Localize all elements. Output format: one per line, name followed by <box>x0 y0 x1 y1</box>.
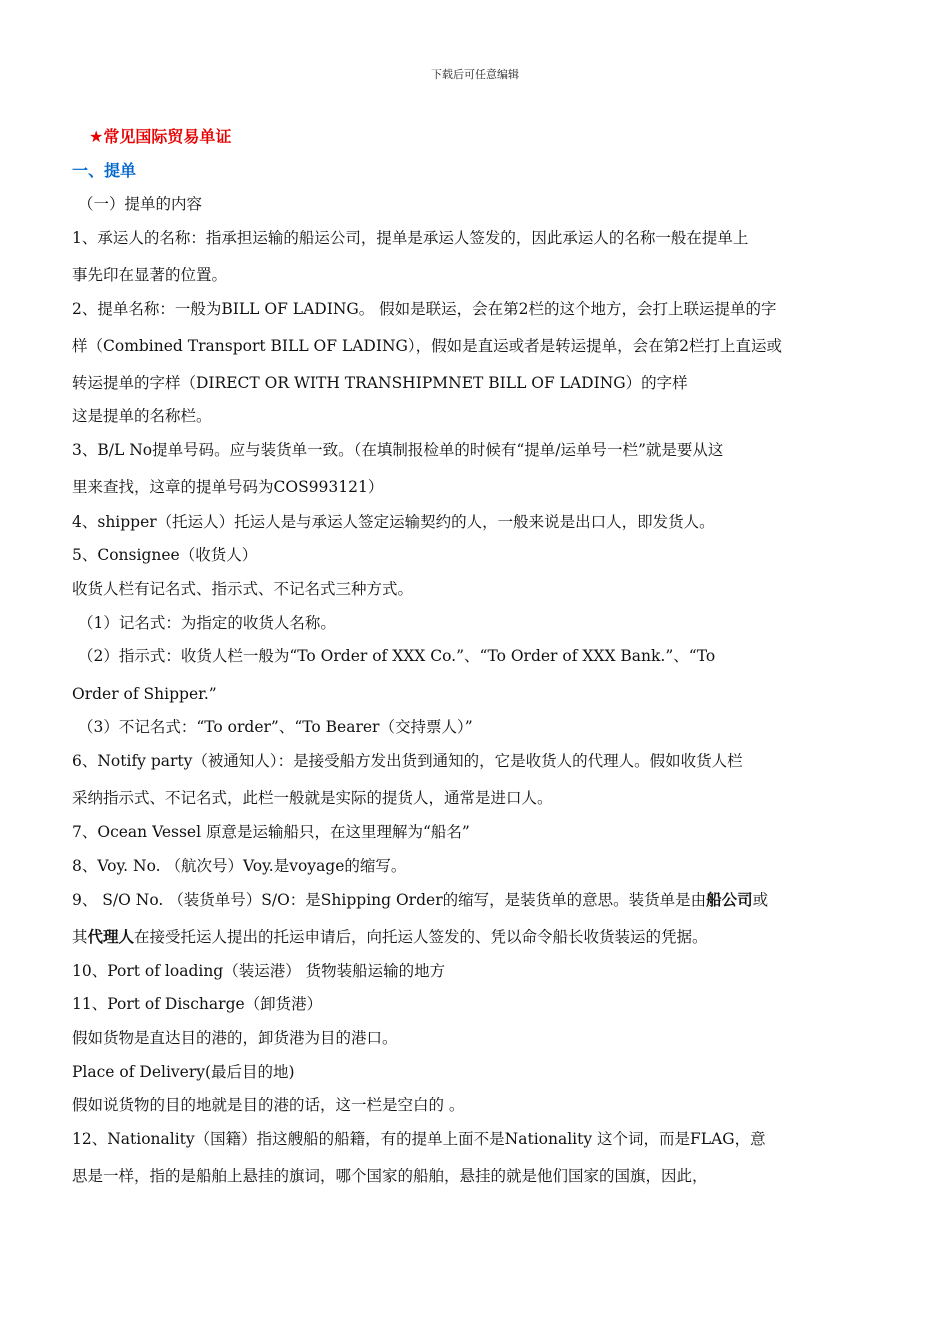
paragraph-line: 样（Combined Transport BILL OF LADING），假如是直运或者是转运提单，会在第2栏打上直运或 <box>72 337 783 355</box>
paragraph-line: 2、提单名称：一般为BILL OF LADING。 假如是联运，会在第2栏的这个地方，会打上联运提单的字 <box>72 300 777 318</box>
paragraph-line: 假如说货物的目的地就是目的港的话，这一栏是空白的 。 <box>72 1096 465 1114</box>
paragraph-line: 这是提单的名称栏。 <box>72 407 212 425</box>
paragraph-line: 8、Voy. No. （航次号）Voy.是voyage的缩写。 <box>72 857 407 875</box>
paragraph-line: Place of Delivery(最后目的地) <box>72 1063 295 1081</box>
paragraph-line: 假如货物是直达目的港的，卸货港为目的港口。 <box>72 1029 398 1047</box>
bold-term: 代理人 <box>87 928 135 946</box>
bold-term: 船公司 <box>706 891 753 909</box>
text-run: 其 <box>72 928 88 946</box>
paragraph-line: （1）记名式：为指定的收货人名称。 <box>78 614 336 632</box>
paragraph-line: 收货人栏有记名式、指示式、不记名式三种方式。 <box>72 580 414 598</box>
paragraph-line <box>72 927 708 947</box>
paragraph-line: Order of Shipper.” <box>72 685 217 703</box>
paragraph-line: 12、Nationality（国籍）指这艘船的船籍，有的提单上面不是Nationality 这个词，而是FLAG，意 <box>72 1130 766 1148</box>
paragraph-line: 采纳指示式、不记名式，此栏一般就是实际的提货人，通常是进口人。 <box>72 789 553 807</box>
subsection-heading: （一）提单的内容 <box>78 195 203 213</box>
paragraph-line: （3）不记名式：“To order”、“To Bearer（交持票人）” <box>78 718 473 736</box>
paragraph-line: 思是一样，指的是船舶上悬挂的旗词，哪个国家的船舶，悬挂的就是他们国家的国旗，因此， <box>72 1167 708 1185</box>
text-run: 在接受托运人提出的托运申请后，向托运人签发的、凭以命令船长收货装运的凭据。 <box>134 928 708 946</box>
section-heading: 一、提单 <box>72 161 137 180</box>
paragraph-line: 1、承运人的名称：指承担运输的船运公司，提单是承运人签发的，因此承运人的名称一般在提单上 <box>72 229 749 247</box>
paragraph-line: 10、Port of loading（装运港） 货物装船运输的地方 <box>72 962 446 980</box>
document-title: ★常见国际贸易单证 <box>89 127 232 146</box>
paragraph-line: 5、Consignee（收货人） <box>72 546 258 564</box>
paragraph-line: 里来查找，这章的提单号码为COS993121） <box>72 478 384 496</box>
paragraph-line: （2）指示式：收货人栏一般为“To Order of XXX Co.”、“To Order of XXX Bank.”、“To <box>78 647 716 665</box>
paragraph-line: 7、Ocean Vessel 原意是运输船只，在这里理解为“船名” <box>72 823 470 841</box>
paragraph-line: 6、Notify party（被通知人）：是接受船方发出货到通知的，它是收货人的代理人。假如收货人栏 <box>72 752 743 770</box>
text-run: 9、 S/O No. （装货单号）S/O：是Shipping Order的缩写，是装货单的意思。装货单是由 <box>72 891 707 909</box>
paragraph-line: 转运提单的字样（DIRECT OR WITH TRANSHIPMNET BILL OF LADING）的字样 <box>72 374 688 392</box>
page-header: 下载后可任意编辑 <box>431 68 519 81</box>
text-run: 或 <box>752 891 769 909</box>
paragraph-line <box>72 890 768 910</box>
paragraph-line: 事先印在显著的位置。 <box>72 266 228 284</box>
paragraph-line: 11、Port of Discharge（卸货港） <box>72 995 323 1013</box>
paragraph-line: 3、B/L No提单号码。应与装货单一致。（在填制报检单的时候有“提单/运单号一栏”就是要从这 <box>72 441 724 459</box>
paragraph-line: 4、shipper（托运人）托运人是与承运人签定运输契约的人，一般来说是出口人，即发货人。 <box>72 513 715 531</box>
